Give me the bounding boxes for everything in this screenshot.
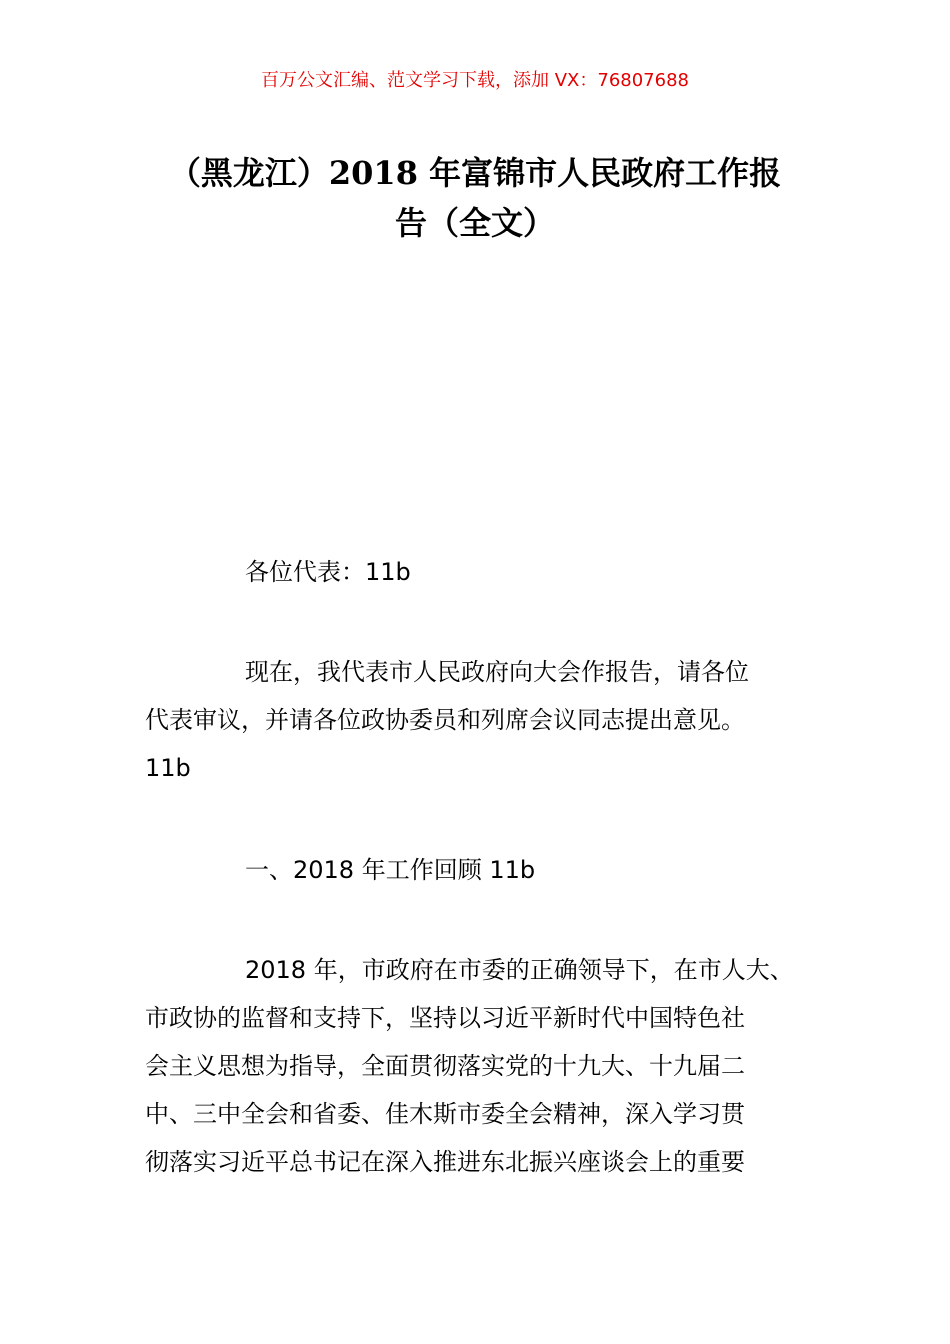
salutation xyxy=(145,548,835,596)
paragraph-line: 11b xyxy=(145,754,191,782)
document-title xyxy=(120,148,830,248)
section-heading-text: 一、2018 年工作回顾 11b xyxy=(245,856,536,884)
title-line: 告（全文） xyxy=(394,204,555,242)
section-heading xyxy=(145,846,835,894)
paragraph-line: 代表审议，并请各位政协委员和列席会议同志提出意见。 xyxy=(145,706,745,734)
paragraph-line: 2018 年，市政府在市委的正确领导下，在市人大、 xyxy=(245,956,794,984)
intro-paragraph xyxy=(145,648,835,792)
paragraph-line: 现在，我代表市人民政府向大会作报告，请各位 xyxy=(245,658,749,686)
paragraph-line: 会主义思想为指导，全面贯彻落实党的十九大、十九届二 xyxy=(145,1052,745,1080)
body-paragraph xyxy=(145,946,835,1186)
paragraph-line: 彻落实习近平总书记在深入推进东北振兴座谈会上的重要 xyxy=(145,1148,745,1176)
watermark-header: 百万公文汇编、范文学习下载，添加 VX：76807688 xyxy=(261,70,689,91)
paragraph-line: 市政协的监督和支持下，坚持以习近平新时代中国特色社 xyxy=(145,1004,745,1032)
title-line: （黑龙江）2018 年富锦市人民政府工作报 xyxy=(168,154,782,192)
paragraph-line: 中、三中全会和省委、佳木斯市委全会精神，深入学习贯 xyxy=(145,1100,745,1128)
salutation-text: 各位代表：11b xyxy=(245,558,411,586)
